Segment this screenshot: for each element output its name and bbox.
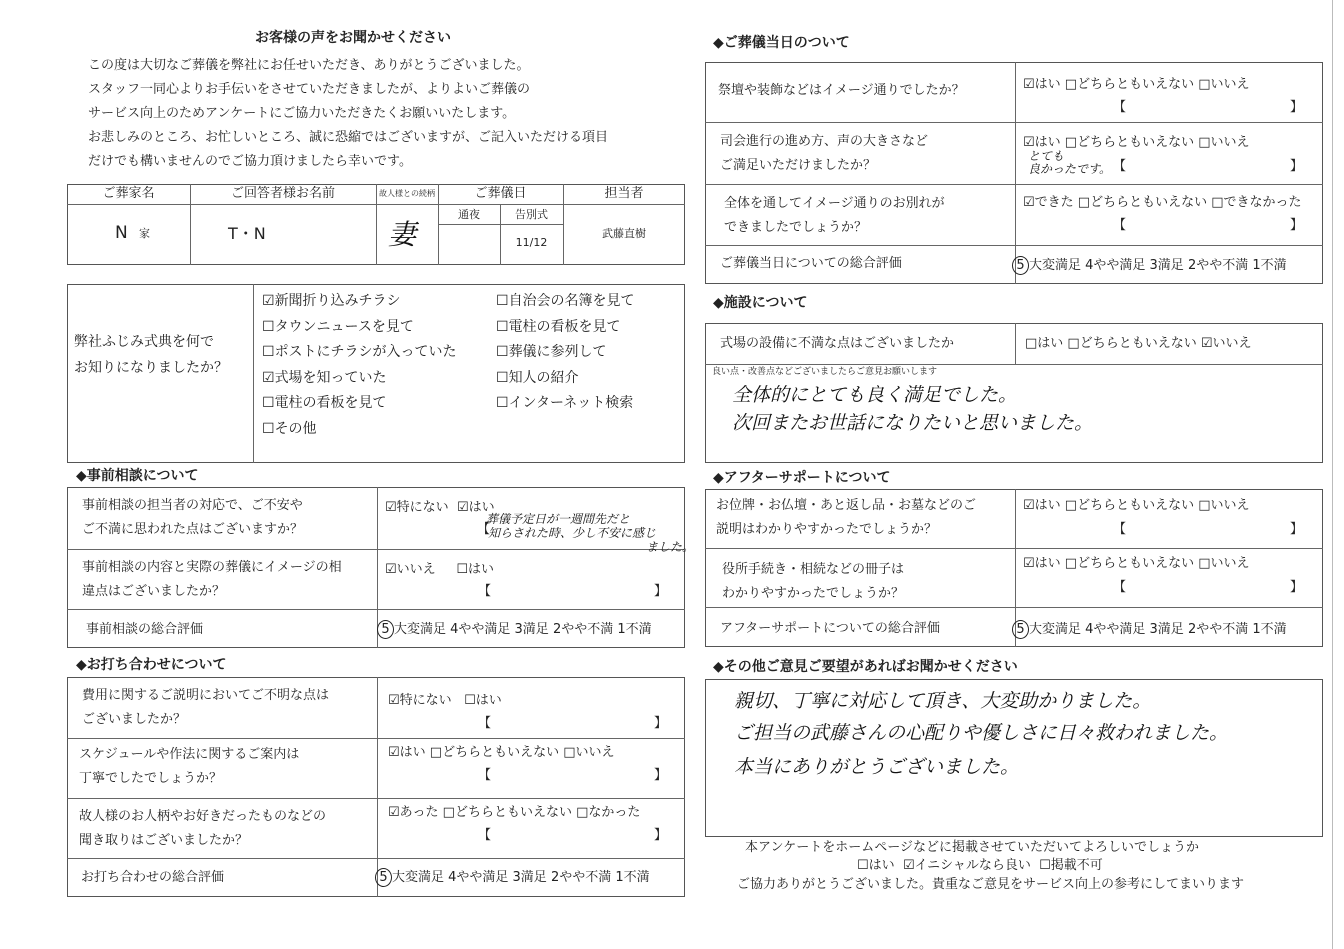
- meet-q3-line: 聞き取りはございましたか？: [79, 833, 249, 848]
- day-q2-line: ご満足いただけましたか？: [720, 158, 877, 173]
- pre-consult-title: ◆事前相談について: [76, 468, 199, 484]
- checkbox-checked-icon[interactable]: ☑: [1023, 195, 1035, 210]
- survey-page: お客様の声をお聞かせください この度は大切なご葬儀を弊社にお任せいただき、ありがとうございました。 スタッフ一同心よりお手伝いをさせていただきましたが、よりよいご葬儀の サービス向上のためアンケートにご協力いただきたくお願いいたします。 お悲しみのところ、お忙しいところ、誠に恐縮ではございますが、ご記入いただける項目 だけでも構いませんのでご協力頂けましたら幸いです。 ご葬家名 ご回答者様お名前 故人様との続柄 ご葬儀日 担当者 通夜 告別式 N 家 T・N 妻 11/12 武藤直樹 弊社ふじみ式典を何で お知りになりましたか？ ☑新聞折り込みチラシ ☐タウンニュースを見て ☐ポストにチラシが入っていた ☑式場を知っていた ☐電柱の看板を見て ☐その他 ☐自治会の名簿を見て ☐電柱の看板を見て ☐葬儀に参列して ☐知人の紹介 ☐インターネット検索 ◆事前相談について 事前相談の担当者の対応で、ご不安や ご不満に思われた点はございますか？ ☑特にない ☑はい 【 葬儀予定日が一週間先だと 知らされた時、少し不安に感じ ました。 事前相談の内容と実際の葬儀にイメージの相 違点はございましたか？ ☑いいえ ☐はい 【 】 事前相談の総合評価 5 大変満足 4やや満足 3満足 2やや不満 1不満 ◆お打ち合わせについて 費用に関するご説明においてご不明な点は ございましたか？ ☑特にない ☐はい 【 】 スケジュールや作法に関するご案内は 丁寧でしたでしょうか？ ☑はい □どちらともいえない □いいえ 【 】 故人様のお人柄やお好きだったものなどの 聞き取りはございましたか？ ☑あった □どちらともいえない □なかった 【 】 お打ち合わせの総合評価 5 大変満足 4やや満足 3満足 2やや不満 1不満 ◆ご葬儀当日のついて 祭壇や装飾などはイメージ通りでしたか？ ☑はい □どちらともいえない □いいえ 【 】 司会進行の進め方、声の大きさなど ご満足いただけましたか？ ☑はい □どちらともいえない □いいえ とても 良かったです。 【 】 全体を通してイメージ通りのお別れが できましたでしょうか？ ☑できた □どちらともいえない □できなかった 【 】 ご葬儀当日についての総合評価 5 大変満足 4やや満足 3満足 2やや不満 1不満 ◆施設について 式場の設備に不満な点はございましたか □はい □どちらともいえない ☑いいえ 良い点・改善点などございましたらご意見お願いします 全体的にとても良く満足でした。 次回またお世話になりたいと思いました。 ◆アフターサポートについて お位牌・お仏壇・あと返し品・お墓などのご 説明はわかりやすかったでしょうか？ ☑はい □どちらともいえない □いいえ 【 】 役所手続き・相続などの冊子は わかりやすかったでしょうか？ ☑はい □どちらともいえない □いいえ 【 】 アフターサポートについての総合評価 5 大変満足 4やや満足 3満足 2やや不満 1不満 ◆その他ご意見ご要望があればお聞かせください 親切、丁寧に対応して頂き、大変助かりました。 ご担当の武藤さんの心配りや優しさに日々救われました。 本当にありがとうございました。 本アンケートをホームページなどに掲載させていただいてよろしいでしょうか ☐はい ☑イニシャルなら良い ☐掲載不可 ご協力ありがとうございました。貴重なご意見をサービス向上の参考にしてまいります: [0, 0, 1344, 949]
- publish-question: 本アンケートをホームページなどに掲載させていただいてよろしいでしょうか: [745, 840, 1199, 855]
- page-title: お客様の声をお聞かせください: [255, 30, 451, 46]
- checkbox-checked-icon[interactable]: ☑: [262, 369, 275, 386]
- options_right-option[interactable]: [496, 341, 635, 367]
- fac-q1-options: □はい □どちらともいえない ☑いいえ: [1025, 336, 1252, 351]
- meet-q2-line: 丁寧でしたでしょうか？: [79, 771, 223, 786]
- checkbox-checked-icon[interactable]: ☑: [1200, 336, 1213, 351]
- day-q2-options: ☑はい □どちらともいえない □いいえ: [1023, 135, 1250, 150]
- respondent-name: T・N: [228, 224, 266, 243]
- kokubetsu-date: 11/12: [515, 236, 548, 249]
- after-q1-options: ☑はい □どちらともいえない □いいえ: [1023, 498, 1250, 513]
- options_right-option[interactable]: [496, 290, 635, 316]
- pre-q1-comment: 葬儀予定日が一週間先だと 知らされた時、少し不安に感じ ました。: [486, 512, 695, 554]
- checkbox-icon[interactable]: ☐: [857, 858, 869, 873]
- checkbox-checked-icon[interactable]: ☑: [1023, 498, 1035, 513]
- meet-rating: 5 大変満足 4やや満足 3満足 2やや不満 1不満: [375, 868, 650, 887]
- option-label: 自治会の名簿を見て: [508, 293, 635, 309]
- checkbox-icon[interactable]: ☐: [262, 344, 275, 360]
- day-q1-options: ☑はい □どちらともいえない □いいえ: [1023, 77, 1250, 92]
- checkbox-icon[interactable]: ☐: [496, 293, 509, 309]
- intro-line: お悲しみのところ、お忙しいところ、誠に恐縮ではございますが、ご記入いただける項目: [88, 130, 609, 145]
- checkbox-icon[interactable]: ☐: [496, 344, 509, 360]
- checkbox-checked-icon[interactable]: ☑: [385, 562, 397, 577]
- checkbox-icon[interactable]: ☐: [496, 395, 509, 411]
- checkbox-checked-icon[interactable]: ☑: [388, 745, 400, 760]
- intro-line: スタッフ一同心よりお手伝いをさせていただきましたが、よりよいご葬儀の: [88, 82, 531, 97]
- day-q2-line: 司会進行の進め方、声の大きさなど: [720, 134, 929, 149]
- option-label: ポストにチラシが入っていた: [274, 344, 457, 360]
- other-comment-line: 親切、丁寧に対応して頂き、大変助かりました。: [734, 690, 1152, 712]
- fac-q1-label: 式場の設備に不満な点はございましたか: [720, 336, 955, 351]
- header-tsuya: 通夜: [458, 208, 480, 221]
- family-name: N: [115, 223, 128, 243]
- checkbox-icon[interactable]: ☐: [496, 318, 509, 335]
- meet-q4-label: お打ち合わせの総合評価: [81, 870, 225, 885]
- after-q1-line: 説明はわかりやすかったでしょうか？: [716, 522, 938, 537]
- pre-q1-options: ☑特にない ☑はい: [385, 500, 495, 515]
- day-q2-comment: とても 良かったです。: [1028, 149, 1112, 176]
- checkbox-checked-icon[interactable]: ☑: [1023, 556, 1035, 571]
- checkbox-icon[interactable]: ☐: [1039, 858, 1051, 873]
- day-q3-options: ☑できた □どちらともいえない □できなかった: [1023, 195, 1302, 210]
- pre-rating: 5 大変満足 4やや満足 3満足 2やや不満 1不満: [377, 620, 652, 639]
- pre-q2-line: 違点はございましたか？: [82, 584, 226, 599]
- options_right-option[interactable]: [496, 316, 635, 342]
- funeral-day-title: ◆ご葬儀当日のついて: [713, 35, 850, 51]
- source-options-right: [496, 290, 635, 418]
- fac-comment-label: 良い点・改善点などございましたらご意見お願いします: [712, 367, 938, 377]
- checkbox-checked-icon[interactable]: ☑: [388, 805, 400, 820]
- header-respondent: ご回答者様お名前: [230, 186, 335, 201]
- intro-line: この度は大切なご葬儀を弊社にお任せいただき、ありがとうございました。: [88, 58, 530, 73]
- checkbox-icon[interactable]: ☐: [456, 562, 468, 577]
- publish-options: ☐はい ☑イニシャルなら良い ☐掲載不可: [857, 858, 1103, 873]
- intro-line: サービス向上のためアンケートにご協力いただきたくお願いいたします。: [88, 106, 516, 121]
- fac-comment-line: 全体的にとても良く満足でした。: [732, 384, 1018, 406]
- options_left-option[interactable]: [262, 392, 457, 418]
- checkbox-icon[interactable]: ☐: [262, 395, 275, 411]
- meet-q1-options: ☑特にない ☐はい: [388, 693, 502, 708]
- options_left-option[interactable]: [262, 367, 457, 393]
- source-question-line: お知りになりましたか？: [74, 360, 228, 376]
- option-label: 知人の紹介: [508, 369, 579, 386]
- meet-q3-options: ☑あった □どちらともいえない □なかった: [388, 805, 641, 820]
- source-options-left: [262, 290, 457, 443]
- facility-title: ◆施設について: [713, 295, 808, 311]
- pre-q1-line: 事前相談の担当者の対応で、ご不安や: [82, 498, 303, 513]
- option-label: 電柱の看板を見て: [274, 395, 387, 411]
- other-title: ◆その他ご意見ご要望があればお聞かせください: [713, 659, 1018, 675]
- after-q1-line: お位牌・お仏壇・あと返し品・お墓などのご: [716, 498, 977, 513]
- pre-q2-line: 事前相談の内容と実際の葬儀にイメージの相: [82, 560, 342, 575]
- option-label: その他: [274, 420, 317, 437]
- options_left-option[interactable]: [262, 290, 457, 316]
- checkbox-checked-icon[interactable]: ☑: [902, 858, 915, 873]
- header-staff: 担当者: [604, 186, 644, 201]
- meet-q2-options: ☑はい □どちらともいえない □いいえ: [388, 745, 615, 760]
- after-q2-options: ☑はい □どちらともいえない □いいえ: [1023, 556, 1250, 571]
- meet-q2-line: スケジュールや作法に関するご案内は: [79, 747, 300, 762]
- checkbox-icon[interactable]: ☐: [496, 369, 509, 386]
- option-label: 葬儀に参列して: [508, 344, 607, 360]
- checkbox-checked-icon[interactable]: ☑: [456, 500, 469, 515]
- option-label: タウンニュースを見て: [274, 318, 414, 335]
- checkbox-checked-icon[interactable]: ☑: [385, 500, 397, 515]
- after-title: ◆アフターサポートについて: [713, 470, 891, 486]
- meet-q3-line: 故人様のお人柄やお好きだったものなどの: [79, 809, 327, 824]
- source-question-line: 弊社ふじみ式典を何で: [74, 334, 214, 350]
- day-q3-line: 全体を通してイメージ通りのお別れが: [724, 196, 945, 211]
- options_right-option[interactable]: [496, 392, 635, 418]
- pre-q2-options: ☑いいえ ☐はい: [385, 562, 495, 577]
- pre-q3-label: 事前相談の総合評価: [86, 622, 204, 637]
- footer-thanks: ご協力ありがとうございました。貴重なご意見をサービス向上の参考にしてまいります: [737, 877, 1245, 892]
- options_left-option[interactable]: [262, 418, 457, 444]
- other-comment-line: 本当にありがとうございました。: [734, 756, 1020, 778]
- options_right-option[interactable]: [496, 367, 635, 393]
- checkbox-icon[interactable]: ☐: [464, 693, 476, 708]
- intro-line: だけでも構いませんのでご協力頂けましたら幸いです。: [88, 154, 412, 169]
- after-q3-label: アフターサポートについての総合評価: [720, 621, 940, 636]
- meeting-title: ◆お打ち合わせについて: [76, 657, 227, 673]
- options_left-option[interactable]: [262, 341, 457, 367]
- option-label: インターネット検索: [508, 395, 634, 411]
- header-kokubetsu: 告別式: [515, 208, 548, 221]
- checkbox-checked-icon[interactable]: ☑: [1023, 135, 1035, 150]
- fac-comment-line: 次回またお世話になりたいと思いました。: [732, 412, 1094, 434]
- option-label: 新聞折り込みチラシ: [274, 293, 401, 309]
- day-rating: 5 大変満足 4やや満足 3満足 2やや不満 1不満: [1012, 256, 1287, 275]
- day-q1-label: 祭壇や装飾などはイメージ通りでしたか？: [718, 83, 965, 98]
- header-relation: 故人様との続柄: [379, 189, 435, 198]
- option-label: 式場を知っていた: [274, 369, 387, 386]
- scan-edge: [1332, 0, 1333, 949]
- checkbox-checked-icon[interactable]: ☑: [1023, 77, 1035, 92]
- day-q3-line: できましたでしょうか？: [724, 220, 868, 235]
- checkbox-icon[interactable]: ☐: [262, 318, 275, 335]
- checkbox-checked-icon[interactable]: ☑: [262, 293, 275, 309]
- staff-name: 武藤直樹: [602, 227, 646, 240]
- after-rating: 5 大変満足 4やや満足 3満足 2やや不満 1不満: [1012, 620, 1287, 639]
- relation-value: 妻: [388, 218, 417, 251]
- meet-q1-line: 費用に関するご説明においてご不明な点は: [82, 688, 330, 703]
- day-q4-label: ご葬儀当日についての総合評価: [720, 256, 902, 271]
- family-suffix: 家: [139, 227, 150, 240]
- checkbox-checked-icon[interactable]: ☑: [388, 693, 400, 708]
- checkbox-icon[interactable]: ☐: [262, 420, 275, 437]
- options_left-option[interactable]: [262, 316, 457, 342]
- other-comment-line: ご担当の武藤さんの心配りや優しさに日々救われました。: [734, 722, 1229, 744]
- meet-q1-line: ございましたか？: [82, 712, 187, 727]
- pre-q1-line: ご不満に思われた点はございますか？: [82, 522, 304, 537]
- header-family: ご葬家名: [102, 186, 155, 201]
- header-funeral-date: ご葬儀日: [474, 186, 527, 201]
- meeting-table: [67, 677, 685, 897]
- after-q2-line: 役所手続き・相続などの冊子は: [722, 562, 905, 577]
- option-label: 電柱の看板を見て: [508, 318, 621, 335]
- after-q2-line: わかりやすかったでしょうか？: [722, 586, 905, 601]
